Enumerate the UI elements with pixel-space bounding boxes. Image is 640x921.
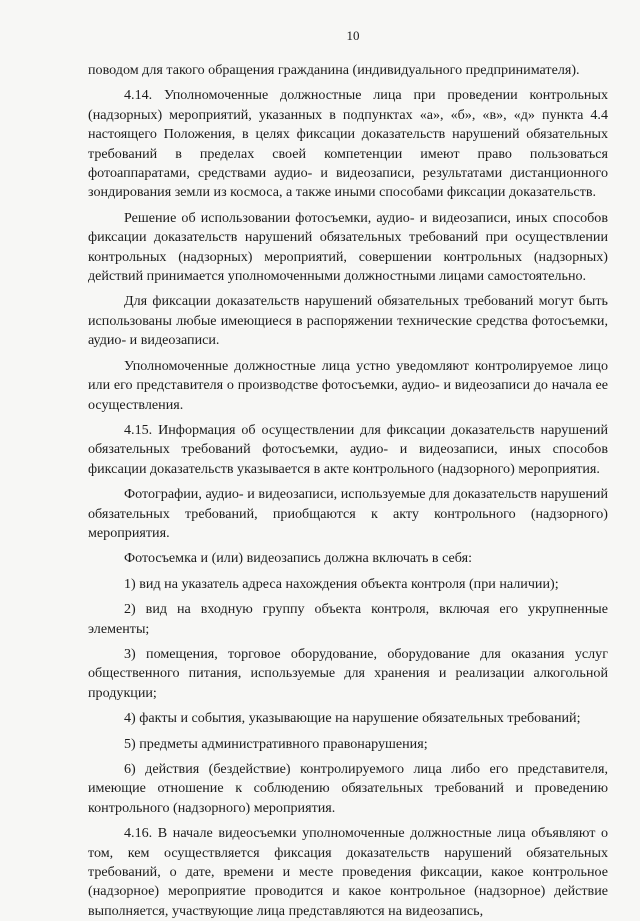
paragraph-decision: Решение об использовании фотосъемки, аудио- и видеозаписи, иных способов фиксации доказательств нарушений обязательных требований при осуществлении контрольных (надзорных) мероприятий, совершении контрольных (надзорных) действий принимается уполномоченными должностными лицами самостоятельно. <box>88 209 608 285</box>
paragraph-continuation: поводом для такого обращения гражданина (индивидуального предпринимателя). <box>88 62 580 78</box>
paragraph-4-14: 4.14. Уполномоченные должностные лица при проведении контрольных (надзорных) мероприятий, указанных в подпунктах «а», «б», «в», «д» пункта 4.4 настоящего Положения, в целях фиксации доказательств нарушений обязательных требований в пределах своей компетенции имеют право пользоваться фотоаппаратами, средствами аудио- и видеозаписи, результатами дистанционного зондирования земли из космоса, а также иными способами фиксации доказательств. <box>88 87 608 201</box>
list-item-2: 2) вид на входную группу объекта контроля, включая его укрупненные элементы; <box>88 601 608 637</box>
paragraph-attachments: Фотографии, аудио- и видеозаписи, используемые для доказательств нарушений обязательных требований, приобщаются к акту контрольного (надзорного) мероприятия. <box>88 486 608 541</box>
list-item-4: 4) факты и события, указывающие на нарушение обязательных требований; <box>124 710 581 727</box>
paragraph-4-16: 4.16. В начале видеосъемки уполномоченные должностные лица объявляют о том, кем осуществляется фиксация доказательств нарушений обязательных требований, о дате, времени и месте проведения фиксации, какое контрольное (надзорное) мероприятие проводится и какое контрольное (надзорное) действие выполняется, участвующие лица представляются на видеозапись, <box>88 825 608 919</box>
list-item-5: 5) предметы административного правонарушения; <box>124 735 428 752</box>
paragraph-technical-means: Для фиксации доказательств нарушений обязательных требований могут быть использованы любые имеющиеся в распоряжении технические средства фотосъемки, аудио- и видеозаписи. <box>88 293 608 349</box>
list-item-3: 3) помещения, торговое оборудование, оборудование для оказания услуг общественного питания, используемые для хранения и реализации алкогольной продукции; <box>88 645 608 701</box>
document-body <box>88 61 608 921</box>
paragraph-notification: Уполномоченные должностные лица устно уведомляют контролируемое лицо или его представителя о производстве фотосъемки, аудио- и видеозаписи до начала ее осуществления. <box>88 357 608 413</box>
paragraph-4-15: 4.15. Информация об осуществлении для фиксации доказательств нарушений обязательных требований фотосъемки, аудио- и видеозаписи, иных способов фиксации доказательств указывается в акте контрольного (надзорного) мероприятия. <box>88 421 608 477</box>
list-item-1: 1) вид на указатель адреса нахождения объекта контроля (при наличии); <box>124 575 559 592</box>
page-number: 10 <box>346 28 360 43</box>
list-item-6: 6) действия (бездействие) контролируемого лица либо его представителя, имеющие отношение к соблюдению обязательных требований и проведению контрольного (надзорного) мероприятия. <box>88 761 608 816</box>
paragraph-list-intro: Фотосъемка и (или) видеозапись должна включать в себя: <box>124 550 473 567</box>
